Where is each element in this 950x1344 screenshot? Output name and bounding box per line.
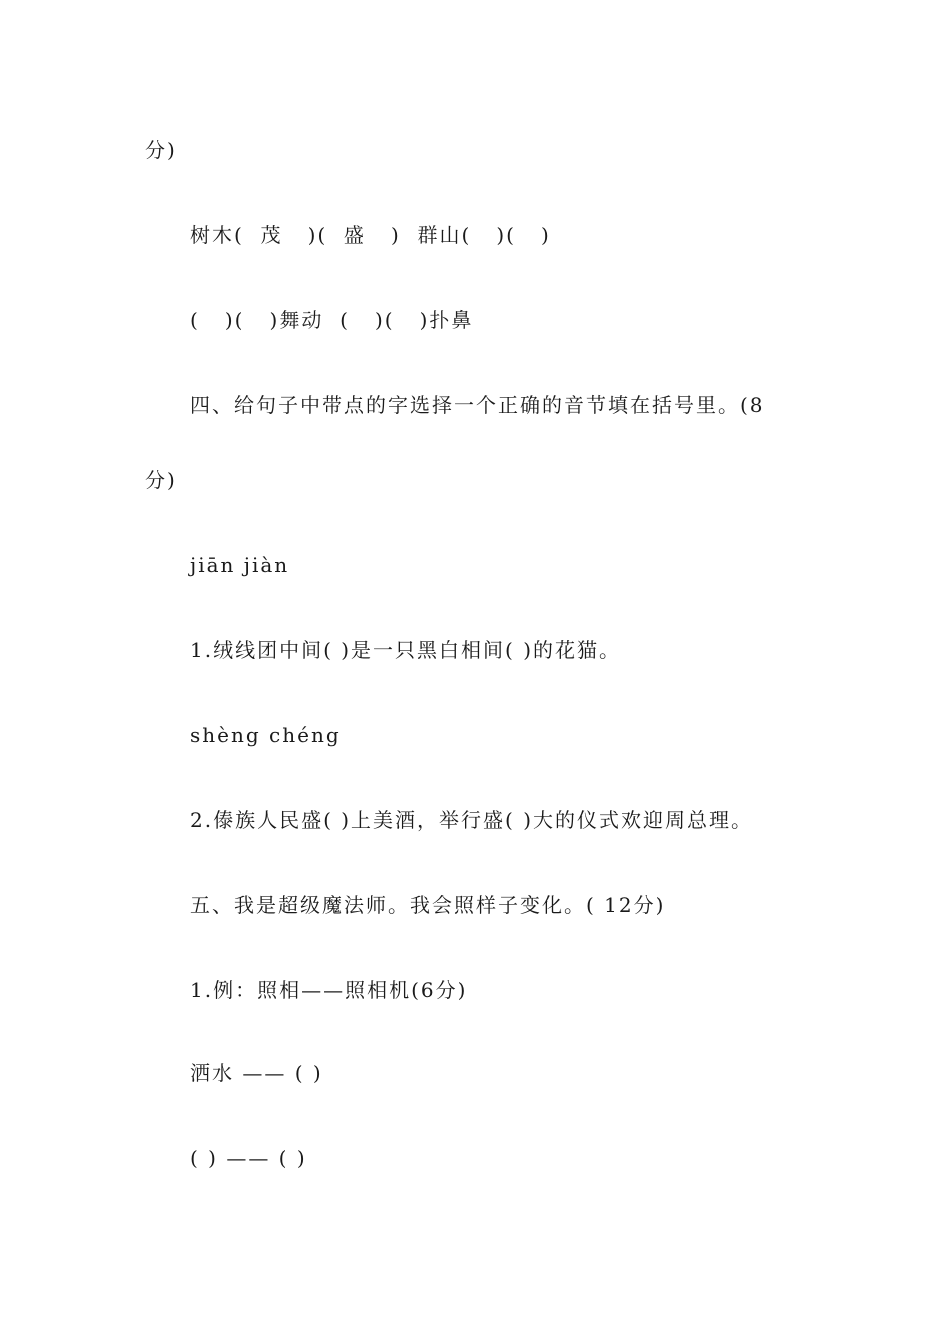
section-heading-five: 五、我是超级魔法师。我会照样子变化。( 12分) xyxy=(190,893,666,917)
text-line-trees-mountains: 树木( 茂 )( 盛 ) 群山( )( ) xyxy=(190,223,551,247)
section-heading-four: 四、给句子中带点的字选择一个正确的音节填在括号里。(8 xyxy=(190,393,765,417)
pinyin-line-sheng-cheng: shèng chéng xyxy=(190,723,341,747)
text-line-score-continuation-1: 分) xyxy=(145,138,177,162)
text-line-dance-smell: ( )( )舞动 ( )( )扑鼻 xyxy=(190,308,474,332)
question-line-1: 1.绒线团中间( )是一只黑白相间( )的花猫。 xyxy=(190,638,622,662)
question-line-2: 2.傣族人民盛( )上美酒，举行盛( )大的仪式欢迎周总理。 xyxy=(190,808,754,832)
pinyin-line-jian: jiān jiàn xyxy=(190,553,290,577)
exercise-line-blank: ( ) —— ( ) xyxy=(190,1146,307,1170)
exercise-line-sprinkle-water: 洒水 —— ( ) xyxy=(190,1061,323,1085)
example-line: 1.例：照相——照相机(6分) xyxy=(190,978,468,1002)
text-line-score-continuation-2: 分) xyxy=(145,468,177,492)
